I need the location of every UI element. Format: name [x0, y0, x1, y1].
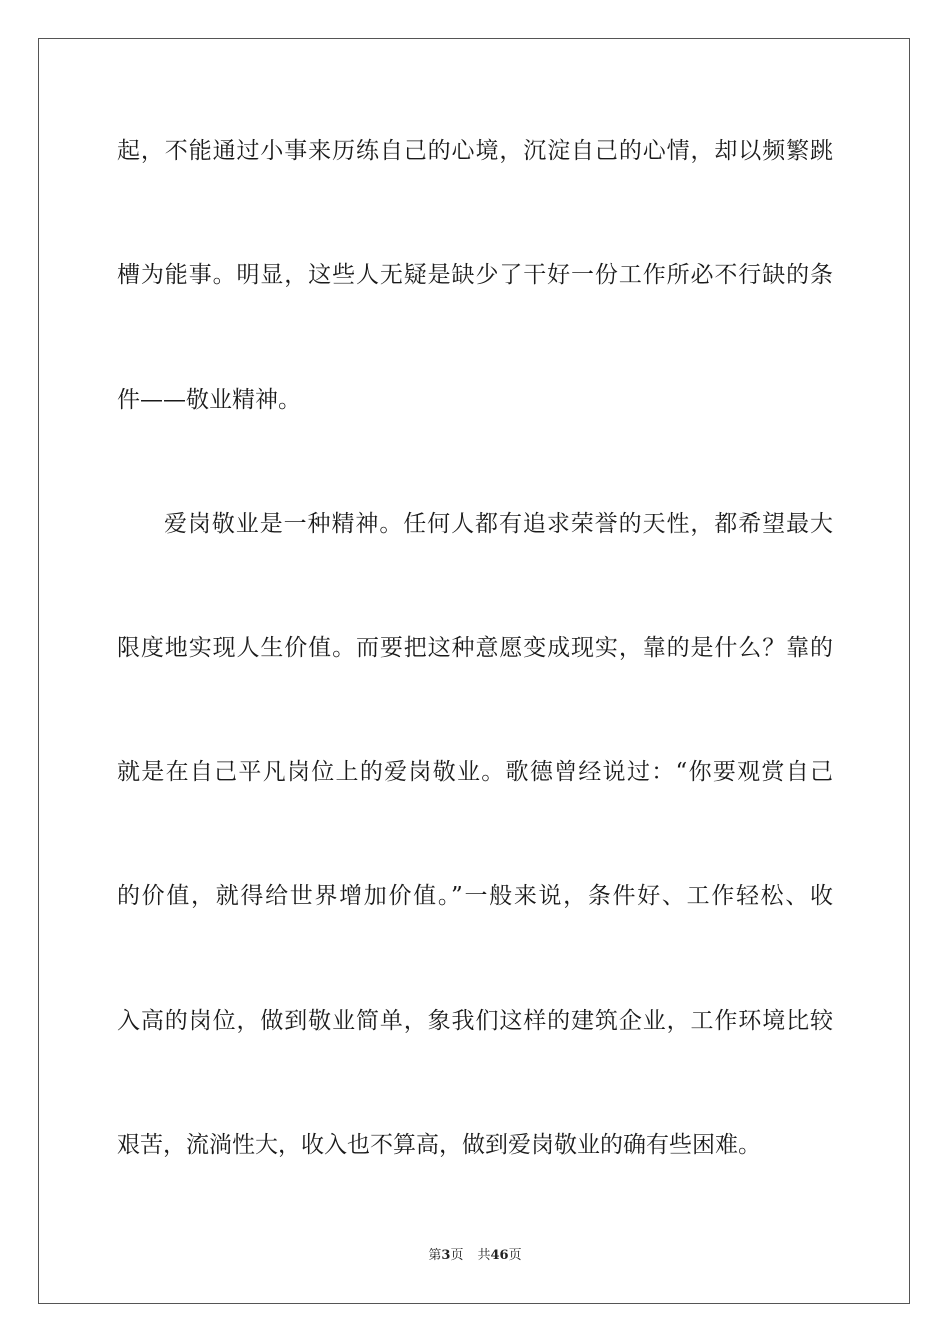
body-line-2: 槽为能事。明显，这些人无疑是缺少了干好一份工作所必不行缺的条 [117, 262, 833, 288]
footer-total-suffix: 页 [508, 1248, 522, 1263]
footer-page-suffix: 页 [450, 1248, 464, 1263]
page-border [38, 38, 910, 1304]
page-footer [0, 1247, 950, 1265]
footer-total-pages: 46 [490, 1248, 509, 1263]
body-line-1: 起，不能通过小事来历练自己的心境，沉淀自己的心情，却以频繁跳 [117, 138, 833, 164]
body-line-7: 的价值，就得给世界增加价值。”一般来说，条件好、工作轻松、收 [117, 883, 833, 909]
body-line-4-paragraph-start: 爱岗敬业是一种精神。任何人都有追求荣誉的天性，都希望最大 [164, 511, 833, 537]
body-line-6: 就是在自己平凡岗位上的爱岗敬业。歌德曾经说过：“你要观赏自己 [117, 759, 833, 785]
body-line-9: 艰苦，流淌性大，收入也不算高，做到爱岗敬业的确有些困难。 [117, 1132, 761, 1158]
footer-page-number: 3 [441, 1248, 451, 1263]
footer-page-prefix: 第 [428, 1248, 442, 1263]
body-line-3: 件——敬业精神。 [117, 387, 301, 413]
body-line-8: 入高的岗位，做到敬业简单，象我们这样的建筑企业，工作环境比较 [117, 1008, 833, 1034]
body-line-5: 限度地实现人生价值。而要把这种意愿变成现实，靠的是什么？靠的 [117, 635, 833, 661]
footer-total-prefix: 共 [477, 1248, 491, 1263]
